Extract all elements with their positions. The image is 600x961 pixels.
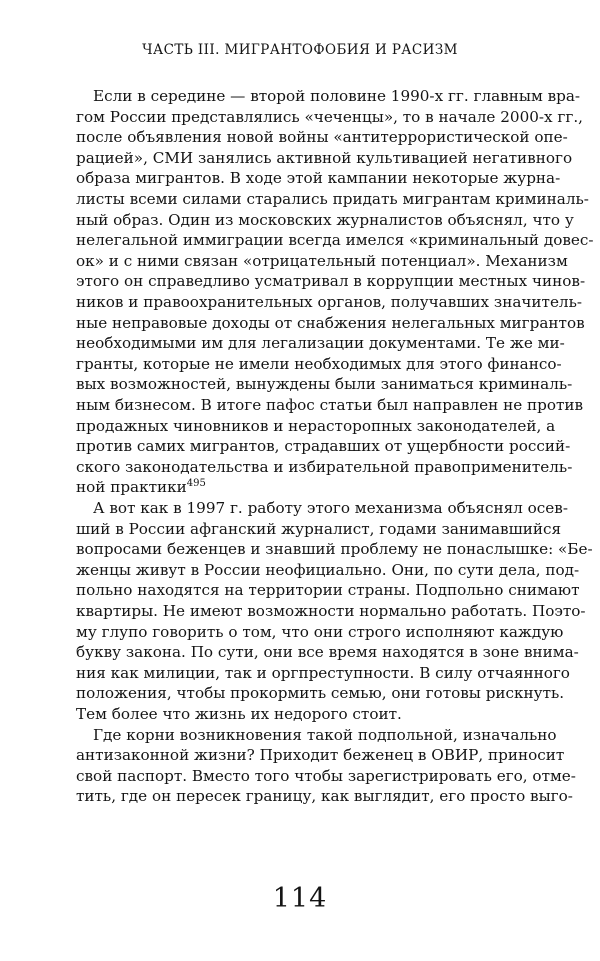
running-header: ЧАСТЬ III. МИГРАНТОФОБИЯ И РАСИЗМ bbox=[142, 42, 458, 58]
text-line: гранты, которые не имели необходимых для этого финансо- bbox=[76, 354, 562, 373]
text-line bbox=[76, 477, 540, 497]
text-line: тить, где он пересек границу, как выглядит, его просто выго- bbox=[76, 787, 573, 806]
text-line: этого он справедливо усматривал в коррупции местных чинов- bbox=[76, 272, 586, 291]
text-line: женцы живут в России неофициально. Они, по сути дела, под- bbox=[76, 560, 580, 579]
text-line: продажных чиновников и нерасторопных законодателей, а bbox=[76, 416, 556, 435]
text-line: образа мигрантов. В ходе этой кампании некоторые журна- bbox=[76, 169, 561, 188]
text-line: букву закона. По сути, они все время находятся в зоне внима- bbox=[76, 643, 579, 662]
text-line: положения, чтобы прокормить семью, они готовы рискнуть. bbox=[76, 684, 565, 703]
footnote-marker: 495 bbox=[186, 478, 206, 490]
text-line: против самих мигрантов, страдавших от ущербности россий- bbox=[76, 437, 571, 456]
page-number: 114 bbox=[272, 883, 328, 914]
text-line: ным бизнесом. В итоге пафос статьи был направлен не против bbox=[76, 396, 584, 414]
text-line: ные неправовые доходы от снабжения нелегальных мигрантов bbox=[76, 313, 585, 332]
text-line: Где корни возникновения такой подпольной, изначально bbox=[93, 725, 557, 744]
text-line: вопросами беженцев и знавший проблему не понаслышке: «Бе- bbox=[76, 540, 593, 559]
text-line: ок» и с ними связан «отрицательный потенциал». Механизм bbox=[76, 251, 568, 270]
text-line: свой паспорт. Вместо того чтобы зарегистрировать его, отме- bbox=[76, 766, 576, 785]
text-line: гом России представлялись «чеченцы», то в начале 2000-х гг., bbox=[76, 107, 583, 126]
text-line: нелегальной иммиграции всегда имелся «криминальный довес- bbox=[76, 231, 594, 250]
text-line: ния как милиции, так и оргпреступности. В силу отчаянного bbox=[76, 663, 570, 682]
text-line: после объявления новой войны «антитеррористической опе- bbox=[76, 128, 568, 147]
text-line: рацией», СМИ занялись активной культивацией негативного bbox=[76, 148, 573, 167]
text-line: вых возможностей, вынуждены были заниматься криминаль- bbox=[76, 375, 573, 394]
text-line-content: ной практики bbox=[76, 478, 187, 497]
text-line: ный образ. Один из московских журналистов объяснял, что у bbox=[76, 210, 574, 229]
text-line: ников и правоохранительных органов, получавших значитель- bbox=[76, 293, 582, 311]
text-line: му глупо говорить о том, что они строго исполняют каждую bbox=[76, 622, 564, 641]
text-line: антизаконной жизни? Приходит беженец в ОВИР, приносит bbox=[76, 746, 565, 765]
text-line: А вот как в 1997 г. работу этого механизма объяснял осев- bbox=[93, 499, 568, 517]
text-line: ший в России афганский журналист, годами занимавшийся bbox=[76, 519, 562, 538]
text-line: листы всеми силами старались придать мигрантам криминаль- bbox=[76, 190, 589, 208]
text-line: Если в середине — второй половине 1990-х гг. главным вра- bbox=[93, 87, 581, 105]
text-line: необходимыми им для легализации документами. Те же ми- bbox=[76, 334, 565, 353]
text-line: Тем более что жизнь их недорого стоит. bbox=[76, 705, 402, 723]
text-line: ского законодательства и избирательной правоприменитель- bbox=[76, 457, 573, 476]
text-line: квартиры. Не имеют возможности нормально работать. Поэто- bbox=[76, 602, 586, 620]
text-line: польно находятся на территории страны. Подпольно снимают bbox=[76, 581, 580, 600]
